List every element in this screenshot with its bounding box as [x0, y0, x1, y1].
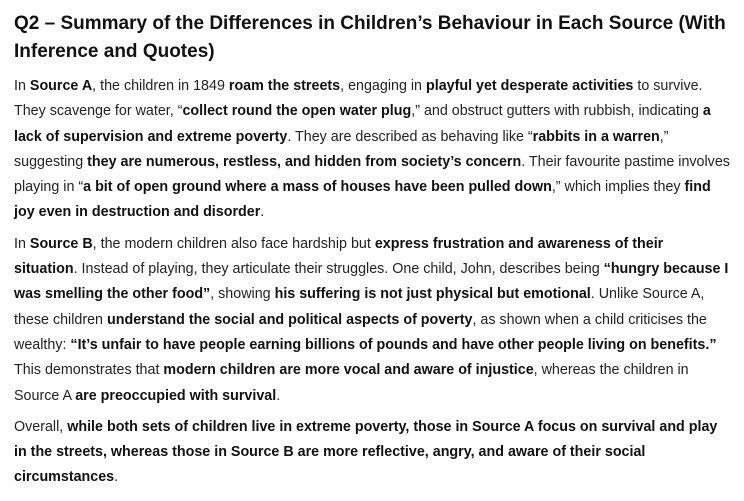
bold-text-run: find joy even in destruction and disorder [14, 179, 711, 221]
text-run: . [114, 469, 119, 486]
text-run: This demonstrates that [14, 362, 164, 379]
text-run: , the children in 1849 [92, 78, 229, 94]
bold-text-run: understand the social and political aspects of poverty [107, 311, 473, 328]
bold-text-run: Source A [29, 78, 93, 94]
bold-text-run: while both sets of children live in extreme poverty, those in Source A focus on survival and play in the streets, whereas those in Source B are more reflective, angry, and aware of their social circumstances [14, 418, 718, 486]
bold-text-run: roam the streets [228, 78, 341, 94]
bold-text-run: his suffering is not just physical but emotional [274, 286, 591, 303]
bold-text-run: Source B [29, 235, 93, 252]
text-run: . Instead of playing, they articulate their struggles. One child, John, describes being [73, 261, 604, 278]
text-run: , as shown when a child criticises the wealthy: [14, 311, 707, 353]
bold-text-run: rabbits in a warren [532, 128, 660, 145]
bold-text-run: modern children are more vocal and aware of injustice [163, 362, 534, 379]
bold-text-run: express frustration and awareness of their situation [14, 235, 664, 278]
text-run: , the modern children also face hardship but [92, 235, 375, 252]
text-run: Overall, [14, 418, 68, 435]
bold-text-run: they are numerous, restless, and hidden from society’s concern [87, 153, 522, 170]
bold-text-run: “It’s unfair to have people earning billions of pounds and have other people living on benefits.” [70, 336, 717, 353]
text-run: . Unlike Source A, these children [14, 286, 705, 328]
text-run: ,” which implies they [551, 179, 685, 196]
text-run: . [276, 387, 281, 404]
text-run: . They are described as behaving like “ [287, 128, 533, 145]
paragraph-source-b [14, 232, 730, 409]
bold-text-run: collect round the open water plug [182, 103, 412, 120]
paragraph-source-a [14, 74, 730, 226]
text-run: , engaging in [340, 78, 426, 94]
text-run: . [260, 204, 265, 221]
text-run: ,” and obstruct gutters with rubbish, indicating [411, 103, 703, 120]
bold-text-run: playful yet desperate activities [425, 78, 634, 94]
text-run: , showing [210, 286, 275, 303]
bold-text-run: a lack of supervision and extreme poverty [14, 103, 711, 145]
page-title: Q2 – Summary of the Differences in Children’s Behaviour in Each Source (With Inference and Quotes) [14, 13, 726, 62]
text-run: . Their favourite pastime involves playing in “ [14, 153, 730, 196]
paragraph-overall [14, 415, 730, 491]
bold-text-run: are preoccupied with survival [75, 387, 277, 404]
text-run: ,” suggesting [14, 128, 669, 170]
text-run: In [14, 235, 30, 252]
text-run: In [14, 78, 30, 94]
bold-text-run: a bit of open ground where a mass of houses have been pulled down [83, 179, 552, 196]
bold-text-run: “hungry because I was smelling the other food” [14, 261, 729, 303]
text-run: to survive. They scavenge for water, “ [14, 78, 703, 120]
text-run: , whereas the children in Source A [14, 362, 689, 404]
